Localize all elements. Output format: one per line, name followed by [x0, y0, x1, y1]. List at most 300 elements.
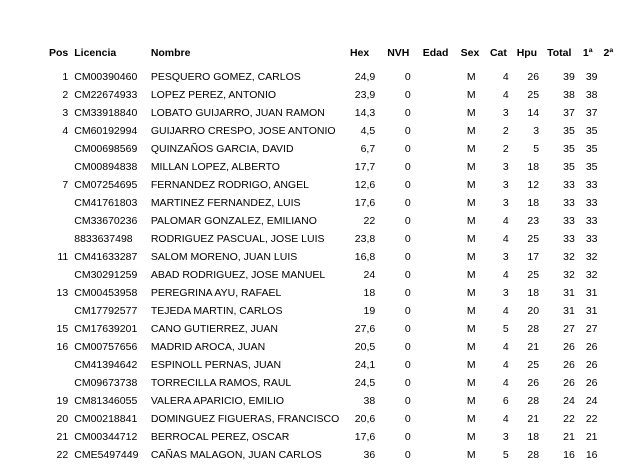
cell-licencia: CM41394642	[74, 359, 138, 372]
cell-cat: 5	[502, 449, 509, 462]
cell-cat: 4	[502, 377, 509, 390]
cell-nvh: 0	[404, 431, 411, 444]
cell-cat: 3	[502, 251, 509, 264]
cell-edad	[423, 141, 461, 159]
cell-pos: 11	[57, 251, 69, 264]
cell-primera: 32	[585, 269, 598, 282]
cell-nombre: BERROCAL PEREZ, OSCAR	[150, 431, 290, 444]
cell-licencia: CM00344712	[74, 431, 138, 444]
cell-pos	[48, 141, 74, 159]
cell-hpu: 20	[527, 305, 540, 318]
cell-pos: 13	[56, 287, 69, 300]
cell-sex: M	[466, 161, 476, 174]
cell-nvh: 0	[404, 89, 411, 102]
cell-nvh: 0	[404, 341, 411, 354]
cell-licencia: CM00218841	[74, 413, 138, 426]
cell-total: 24	[563, 395, 575, 408]
cell-pos	[48, 195, 74, 213]
cell-licencia: CM00390460	[74, 71, 138, 84]
cell-total: 26	[563, 377, 575, 390]
cell-hex: 16,8	[354, 251, 376, 264]
cell-hex: 36	[363, 449, 376, 462]
cell-primera: 33	[585, 179, 598, 192]
cell-nombre: MARTINEZ FERNANDEZ, LUIS	[150, 197, 301, 210]
cell-primera: 24	[585, 395, 598, 408]
cell-segunda	[604, 249, 617, 267]
table-row	[48, 393, 617, 411]
cell-segunda	[604, 195, 617, 213]
cell-total: 31	[563, 287, 575, 300]
cell-hpu: 21	[527, 341, 540, 354]
column-header-segunda: 2ª	[603, 47, 614, 59]
cell-primera: 27	[585, 323, 598, 336]
cell-hpu: 12	[527, 179, 540, 192]
column-header-primera: 1ª	[582, 47, 593, 59]
cell-pos: 7	[62, 179, 69, 192]
table-row	[48, 303, 617, 321]
cell-licencia: CM00453958	[74, 287, 138, 300]
cell-primera: 33	[585, 197, 598, 210]
table-row	[48, 231, 617, 249]
cell-primera: 31	[585, 305, 598, 318]
cell-edad	[423, 177, 461, 195]
cell-cat: 3	[502, 431, 509, 444]
cell-nombre: RODRIGUEZ PASCUAL, JOSE LUIS	[150, 233, 325, 246]
cell-pos	[48, 159, 74, 177]
table-row	[48, 339, 617, 357]
cell-nombre: ESPINOLL PERNAS, JUAN	[150, 359, 282, 372]
table-row	[48, 447, 617, 465]
cell-cat: 4	[502, 305, 509, 318]
cell-pos: 3	[62, 107, 69, 120]
cell-hpu: 25	[527, 89, 540, 102]
cell-edad	[423, 429, 461, 447]
cell-licencia: CM09673738	[74, 377, 138, 390]
cell-sex: M	[466, 89, 476, 102]
cell-licencia: CM60192994	[74, 125, 138, 138]
cell-hex: 18	[363, 287, 376, 300]
cell-nvh: 0	[404, 179, 411, 192]
cell-cat: 4	[502, 89, 509, 102]
cell-nvh: 0	[404, 143, 411, 156]
cell-total: 26	[563, 341, 575, 354]
cell-nombre: ABAD RODRIGUEZ, JOSE MANUEL	[150, 269, 326, 282]
cell-pos: 15	[56, 323, 69, 336]
cell-licencia: CM00698569	[74, 143, 138, 156]
cell-total: 33	[563, 197, 575, 210]
cell-edad	[423, 213, 461, 231]
cell-edad	[423, 375, 461, 393]
cell-pos	[48, 213, 74, 231]
cell-total: 33	[563, 215, 575, 228]
cell-total: 33	[563, 233, 575, 246]
table-row	[48, 375, 617, 393]
cell-nombre: TEJEDA MARTIN, CARLOS	[150, 305, 283, 318]
cell-total: 32	[563, 251, 575, 264]
cell-hex: 20,5	[354, 341, 376, 354]
cell-pos	[48, 357, 74, 375]
cell-licencia: CM17792577	[74, 305, 138, 318]
cell-hpu: 21	[527, 413, 540, 426]
cell-hex: 24	[363, 269, 376, 282]
cell-edad	[423, 321, 461, 339]
cell-hpu: 25	[527, 233, 540, 246]
cell-total: 31	[563, 305, 575, 318]
cell-segunda	[604, 141, 617, 159]
cell-edad	[423, 69, 461, 87]
cell-segunda	[604, 303, 617, 321]
table-row	[48, 177, 617, 195]
cell-hex: 24,5	[354, 377, 376, 390]
cell-hex: 14,3	[354, 107, 376, 120]
cell-hex: 20,6	[354, 413, 376, 426]
cell-licencia: 8833637498	[74, 233, 133, 246]
cell-hpu: 28	[527, 323, 540, 336]
cell-nvh: 0	[404, 125, 411, 138]
cell-edad	[423, 285, 461, 303]
cell-total: 22	[563, 413, 575, 426]
cell-primera: 16	[585, 449, 598, 462]
cell-hpu: 3	[533, 125, 540, 138]
cell-hex: 27,6	[354, 323, 376, 336]
cell-sex: M	[466, 107, 476, 120]
cell-pos: 4	[62, 125, 69, 138]
cell-primera: 37	[585, 107, 598, 120]
cell-hpu: 17	[527, 251, 540, 264]
cell-nvh: 0	[404, 323, 411, 336]
cell-hpu: 25	[527, 269, 540, 282]
cell-hpu: 23	[527, 215, 540, 228]
cell-edad	[423, 339, 461, 357]
cell-cat: 3	[502, 197, 509, 210]
table-row	[48, 87, 617, 105]
cell-segunda	[604, 375, 617, 393]
cell-licencia: CM30291259	[74, 269, 138, 282]
cell-segunda	[604, 159, 617, 177]
cell-hex: 17,6	[354, 197, 376, 210]
table-row	[48, 249, 617, 267]
cell-total: 32	[563, 269, 575, 282]
table-row	[48, 411, 617, 429]
cell-edad	[423, 447, 461, 465]
cell-edad	[423, 411, 461, 429]
table-body	[48, 69, 617, 465]
cell-primera: 32	[585, 251, 598, 264]
cell-licencia: CME5497449	[74, 449, 139, 462]
cell-pos: 1	[62, 71, 69, 84]
cell-hex: 38	[363, 395, 376, 408]
cell-total: 38	[563, 89, 575, 102]
cell-total: 35	[563, 125, 575, 138]
cell-edad	[423, 393, 461, 411]
cell-nombre: FERNANDEZ RODRIGO, ANGEL	[150, 179, 309, 192]
cell-primera: 31	[585, 287, 598, 300]
cell-hex: 22	[363, 215, 376, 228]
cell-pos: 22	[56, 449, 69, 462]
column-header-licencia: Licencia	[74, 47, 117, 59]
cell-sex: M	[466, 449, 476, 462]
cell-licencia: CM17639201	[74, 323, 138, 336]
cell-hex: 17,6	[354, 431, 376, 444]
cell-primera: 38	[585, 89, 598, 102]
cell-pos	[48, 231, 74, 249]
cell-hex: 19	[363, 305, 376, 318]
column-header-edad: Edad	[422, 47, 449, 59]
cell-edad	[423, 267, 461, 285]
cell-segunda	[604, 87, 617, 105]
cell-nvh: 0	[404, 215, 411, 228]
cell-primera: 33	[585, 233, 598, 246]
cell-hpu: 18	[527, 431, 540, 444]
cell-hex: 17,7	[354, 161, 376, 174]
cell-sex: M	[466, 71, 476, 84]
cell-total: 16	[563, 449, 575, 462]
cell-cat: 2	[502, 125, 509, 138]
cell-cat: 3	[502, 179, 509, 192]
table-row	[48, 321, 617, 339]
cell-pos: 16	[56, 341, 69, 354]
cell-primera: 26	[585, 359, 598, 372]
cell-sex: M	[466, 215, 476, 228]
cell-primera: 35	[585, 125, 598, 138]
column-header-hex: Hex	[349, 47, 370, 59]
cell-hex: 24,1	[354, 359, 376, 372]
cell-primera: 22	[585, 413, 598, 426]
cell-nombre: TORRECILLA RAMOS, RAUL	[150, 377, 292, 390]
cell-primera: 35	[585, 143, 598, 156]
cell-licencia: CM07254695	[74, 179, 138, 192]
cell-cat: 4	[502, 341, 509, 354]
cell-segunda	[604, 411, 617, 429]
cell-hex: 4,5	[360, 125, 376, 138]
cell-edad	[423, 105, 461, 123]
cell-sex: M	[466, 431, 476, 444]
cell-segunda	[604, 213, 617, 231]
cell-cat: 4	[502, 71, 509, 84]
column-header-sex: Sex	[460, 47, 480, 59]
cell-edad	[423, 303, 461, 321]
cell-sex: M	[466, 359, 476, 372]
cell-edad	[423, 123, 461, 141]
cell-primera: 35	[585, 161, 598, 174]
cell-hex: 6,7	[360, 143, 376, 156]
cell-hex: 23,9	[354, 89, 376, 102]
cell-edad	[423, 159, 461, 177]
cell-edad	[423, 195, 461, 213]
cell-hpu: 28	[527, 395, 540, 408]
cell-nombre: PESQUERO GOMEZ, CARLOS	[150, 71, 301, 84]
cell-licencia: CM00894838	[74, 161, 138, 174]
cell-hex: 24,9	[354, 71, 376, 84]
table-row	[48, 105, 617, 123]
cell-nvh: 0	[404, 395, 411, 408]
table-row	[48, 357, 617, 375]
cell-licencia: CM41761803	[74, 197, 138, 210]
cell-hpu: 18	[527, 197, 540, 210]
cell-cat: 3	[502, 161, 509, 174]
cell-nvh: 0	[404, 251, 411, 264]
cell-pos	[48, 267, 74, 285]
table-row	[48, 69, 617, 87]
cell-licencia: CM81346055	[74, 395, 138, 408]
cell-licencia: CM22674933	[74, 89, 138, 102]
cell-licencia: CM41633287	[74, 251, 138, 264]
cell-segunda	[604, 357, 617, 375]
cell-licencia: CM33670236	[74, 215, 138, 228]
cell-sex: M	[466, 251, 476, 264]
cell-sex: M	[466, 305, 476, 318]
cell-sex: M	[466, 197, 476, 210]
cell-pos: 20	[56, 413, 69, 426]
cell-total: 26	[563, 359, 575, 372]
cell-nombre: CANO GUTIERREZ, JUAN	[150, 323, 278, 336]
cell-hex: 12,6	[354, 179, 376, 192]
cell-primera: 33	[585, 215, 598, 228]
cell-segunda	[604, 285, 617, 303]
cell-cat: 4	[502, 233, 509, 246]
cell-pos	[48, 375, 74, 393]
cell-sex: M	[466, 125, 476, 138]
cell-cat: 6	[502, 395, 509, 408]
cell-nvh: 0	[404, 359, 411, 372]
cell-primera: 26	[585, 377, 598, 390]
cell-sex: M	[466, 233, 476, 246]
cell-primera: 26	[585, 341, 598, 354]
cell-pos: 21	[56, 431, 69, 444]
cell-licencia: CM00757656	[74, 341, 138, 354]
cell-nombre: CAÑAS MALAGON, JUAN CARLOS	[150, 449, 322, 462]
cell-nvh: 0	[404, 287, 411, 300]
cell-total: 37	[563, 107, 575, 120]
cell-sex: M	[466, 323, 476, 336]
cell-segunda	[604, 393, 617, 411]
cell-pos: 19	[56, 395, 69, 408]
cell-hpu: 5	[533, 143, 540, 156]
cell-nombre: PEREGRINA AYU, RAFAEL	[150, 287, 282, 300]
cell-hex: 23,8	[354, 233, 376, 246]
cell-cat: 3	[502, 107, 509, 120]
cell-nvh: 0	[404, 107, 411, 120]
cell-nombre: LOBATO GUIJARRO, JUAN RAMON	[150, 107, 325, 120]
table-row	[48, 429, 617, 447]
cell-total: 21	[563, 431, 575, 444]
cell-nvh: 0	[404, 377, 411, 390]
cell-sex: M	[466, 377, 476, 390]
cell-nvh: 0	[404, 305, 411, 318]
cell-segunda	[604, 321, 617, 339]
cell-sex: M	[466, 269, 476, 282]
cell-cat: 4	[502, 269, 509, 282]
cell-total: 35	[563, 143, 575, 156]
cell-segunda	[604, 267, 617, 285]
cell-segunda	[604, 339, 617, 357]
cell-edad	[423, 357, 461, 375]
table-row	[48, 123, 617, 141]
cell-nombre: DOMINGUEZ FIGUERAS, FRANCISCO	[150, 413, 340, 426]
cell-hpu: 26	[527, 377, 540, 390]
cell-nombre: QUINZAÑOS GARCIA, DAVID	[150, 143, 294, 156]
cell-edad	[423, 87, 461, 105]
cell-sex: M	[466, 341, 476, 354]
column-header-hpu: Hpu	[516, 47, 538, 59]
cell-segunda	[604, 447, 617, 465]
cell-total: 27	[563, 323, 575, 336]
cell-hpu: 26	[527, 71, 540, 84]
cell-segunda	[604, 123, 617, 141]
cell-nombre: GUIJARRO CRESPO, JOSE ANTONIO	[150, 125, 336, 138]
table-row	[48, 213, 617, 231]
table-row	[48, 267, 617, 285]
cell-nombre: LOPEZ PEREZ, ANTONIO	[150, 89, 277, 102]
cell-cat: 3	[502, 287, 509, 300]
cell-hpu: 25	[527, 359, 540, 372]
cell-hpu: 14	[527, 107, 540, 120]
table-row	[48, 285, 617, 303]
cell-edad	[423, 231, 461, 249]
cell-total: 33	[563, 179, 575, 192]
cell-cat: 4	[502, 215, 509, 228]
cell-segunda	[604, 429, 617, 447]
cell-segunda	[604, 69, 617, 87]
cell-nombre: PALOMAR GONZALEZ, EMILIANO	[150, 215, 317, 228]
cell-primera: 21	[585, 431, 598, 444]
cell-licencia: CM33918840	[74, 107, 138, 120]
cell-edad	[423, 249, 461, 267]
column-header-total: Total	[547, 47, 572, 59]
cell-segunda	[604, 231, 617, 249]
cell-nvh: 0	[404, 449, 411, 462]
cell-nombre: MADRID AROCA, JUAN	[150, 341, 266, 354]
cell-pos	[48, 303, 74, 321]
cell-sex: M	[466, 395, 476, 408]
column-header-cat: Cat	[489, 47, 507, 59]
cell-segunda	[604, 177, 617, 195]
cell-nvh: 0	[404, 413, 411, 426]
column-header-nvh: NVH	[387, 47, 410, 59]
table-row	[48, 195, 617, 213]
column-header-nombre: Nombre	[150, 47, 191, 59]
table-header-row	[48, 48, 617, 69]
cell-sex: M	[466, 413, 476, 426]
table-header	[48, 48, 617, 69]
cell-hpu: 18	[527, 287, 540, 300]
cell-hpu: 28	[527, 449, 540, 462]
cell-sex: M	[466, 287, 476, 300]
cell-hpu: 18	[527, 161, 540, 174]
cell-nvh: 0	[404, 233, 411, 246]
cell-cat: 4	[502, 359, 509, 372]
column-header-pos: Pos	[48, 47, 69, 59]
table-row	[48, 159, 617, 177]
cell-nvh: 0	[404, 71, 411, 84]
cell-segunda	[604, 105, 617, 123]
cell-nvh: 0	[404, 269, 411, 282]
cell-nvh: 0	[404, 197, 411, 210]
ranking-table	[48, 48, 617, 465]
cell-sex: M	[466, 179, 476, 192]
table-row	[48, 141, 617, 159]
cell-cat: 5	[502, 323, 509, 336]
cell-pos: 2	[62, 89, 69, 102]
cell-total: 35	[563, 161, 575, 174]
cell-total: 39	[563, 71, 575, 84]
cell-cat: 4	[502, 413, 509, 426]
cell-cat: 2	[502, 143, 509, 156]
cell-nombre: MILLAN LOPEZ, ALBERTO	[150, 161, 280, 174]
cell-sex: M	[466, 143, 476, 156]
cell-primera: 39	[585, 71, 598, 84]
cell-nombre: VALERA APARICIO, EMILIO	[150, 395, 285, 408]
